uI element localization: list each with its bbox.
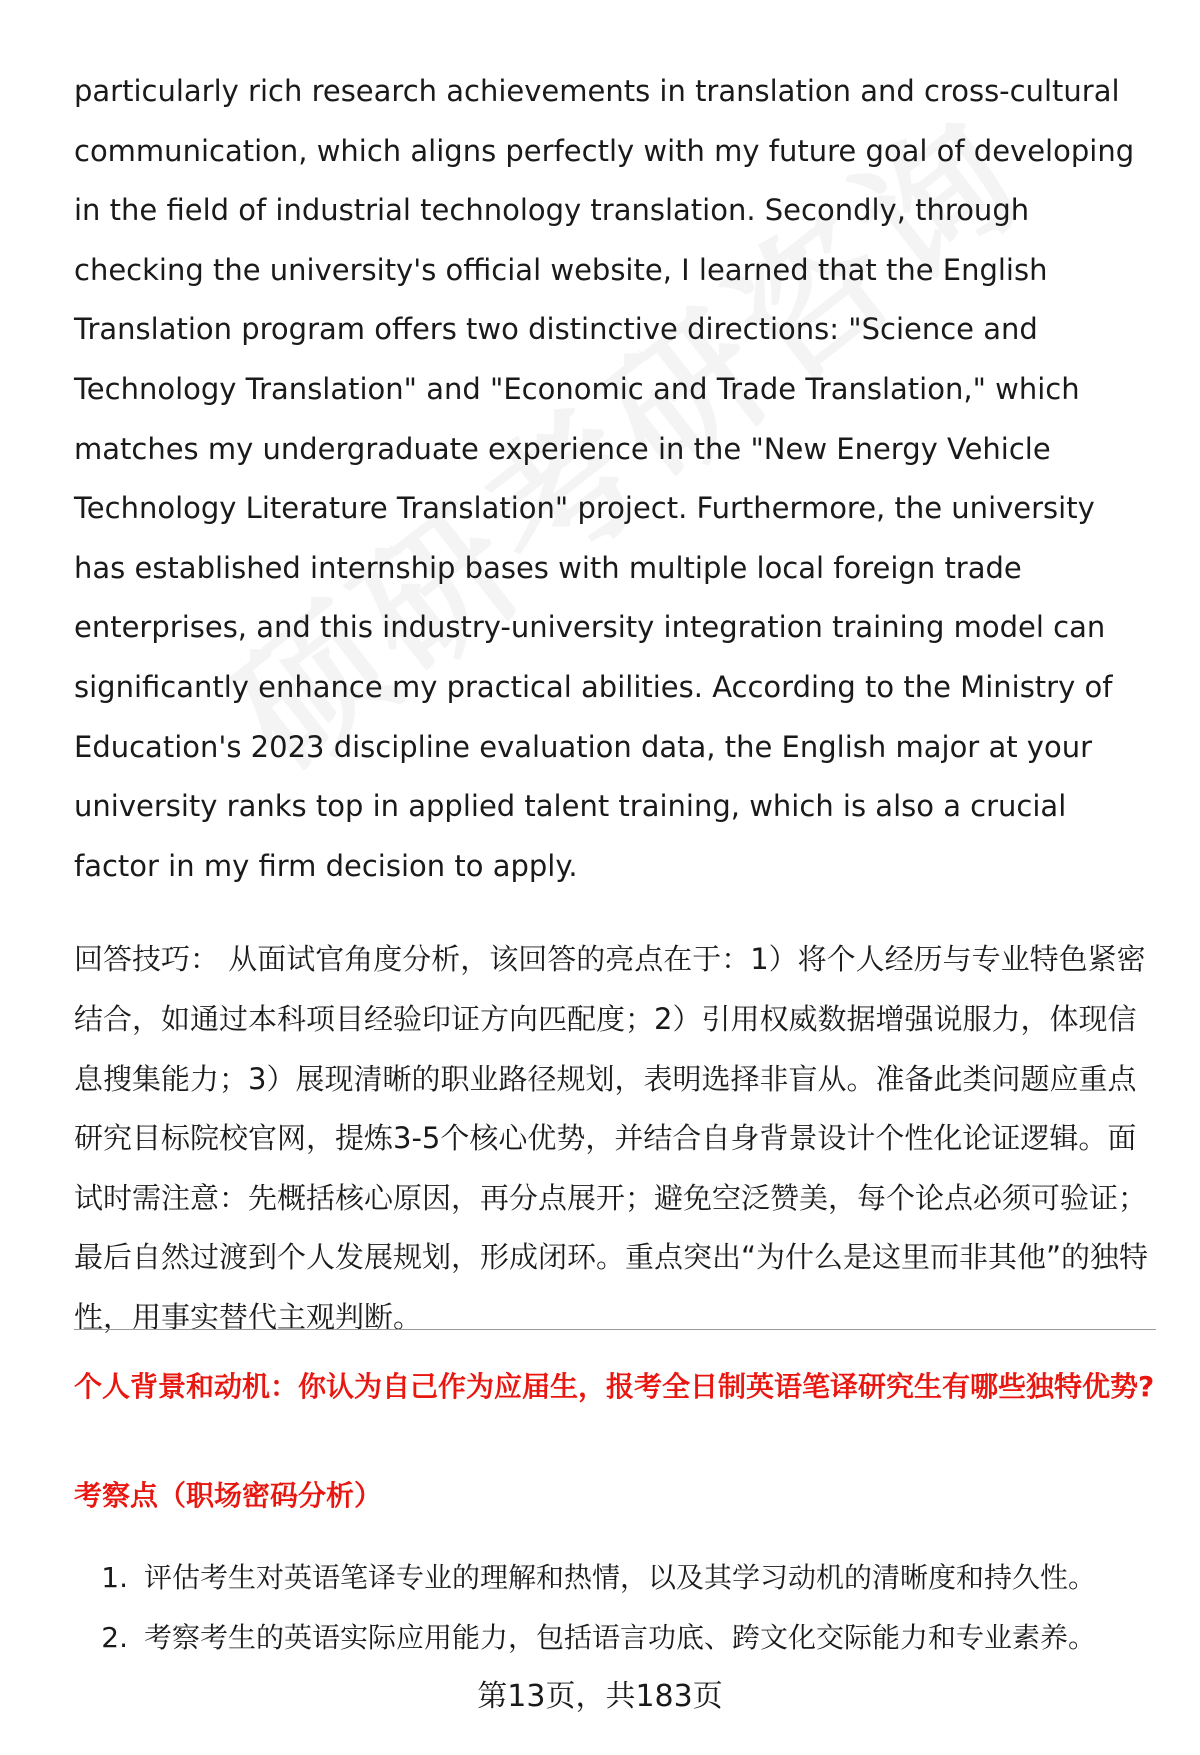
question-title: 个人背景和动机：你认为自己作为应届生，报考全日制英语笔译研究生有哪些独特优势?: [74, 1370, 1155, 1403]
section-divider: [74, 1329, 1156, 1330]
page-content: [74, 62, 1154, 1347]
list-item-text: 评估考生对英语笔译专业的理解和热情，以及其学习动机的清晰度和持久性。: [144, 1561, 1097, 1594]
list-item: [74, 1548, 1156, 1608]
assessment-points-heading: 考察点（职场密码分析）: [74, 1479, 383, 1512]
list-item-number: 2.: [101, 1621, 128, 1654]
assessment-points-list: [74, 1548, 1156, 1668]
page-number: 第13页，共183页: [477, 1679, 723, 1714]
list-item-number: 1.: [101, 1561, 128, 1594]
list-item-text: 考察考生的英语实际应用能力，包括语言功底、跨文化交际能力和专业素养。: [144, 1621, 1097, 1654]
answer-tips-paragraph: 回答技巧： 从面试官角度分析，该回答的亮点在于：1）将个人经历与专业特色紧密结合，如通过本科项目经验印证方向匹配度；2）引用权威数据增强说服力，体现信息搜集能力；3）展现清晰的职业路径规划，表明选择非盲从。准备此类问题应重点研究目标院校官网，提炼3-5个核心优势，并结合自身背景设计个性化论证逻辑。面试时需注意：先概括核心原因，再分点展开；避免空泛赞美，每个论点必须可验证；最后自然过渡到个人发展规划，形成闭环。重点突出“为什么是这里而非其他”的独特性，用事实替代主观判断。: [74, 942, 1149, 1334]
list-item: [74, 1608, 1156, 1668]
english-answer-paragraph: particularly rich research achievements in translation and cross-cultural communication, which aligns perfectly with my future goal of developing in the field of industrial technology translation. Secondly, through checking the university's official website, I learned that the English Translation program offers two distinctive directions: "Science and Technology Translation" and "Economic and Trade Translation," which matches my undergraduate experience in the "New Energy Vehicle Technology Literature Translation" project. Furthermore, the university has established internship bases with multiple local foreign trade enterprises, and this industry-university integration training model can significantly enhance my practical abilities. According to the Ministry of Education's 2023 discipline evaluation data, the English major at your university ranks top in applied talent training, which is also a crucial factor in my firm decision to apply.: [74, 74, 1135, 883]
